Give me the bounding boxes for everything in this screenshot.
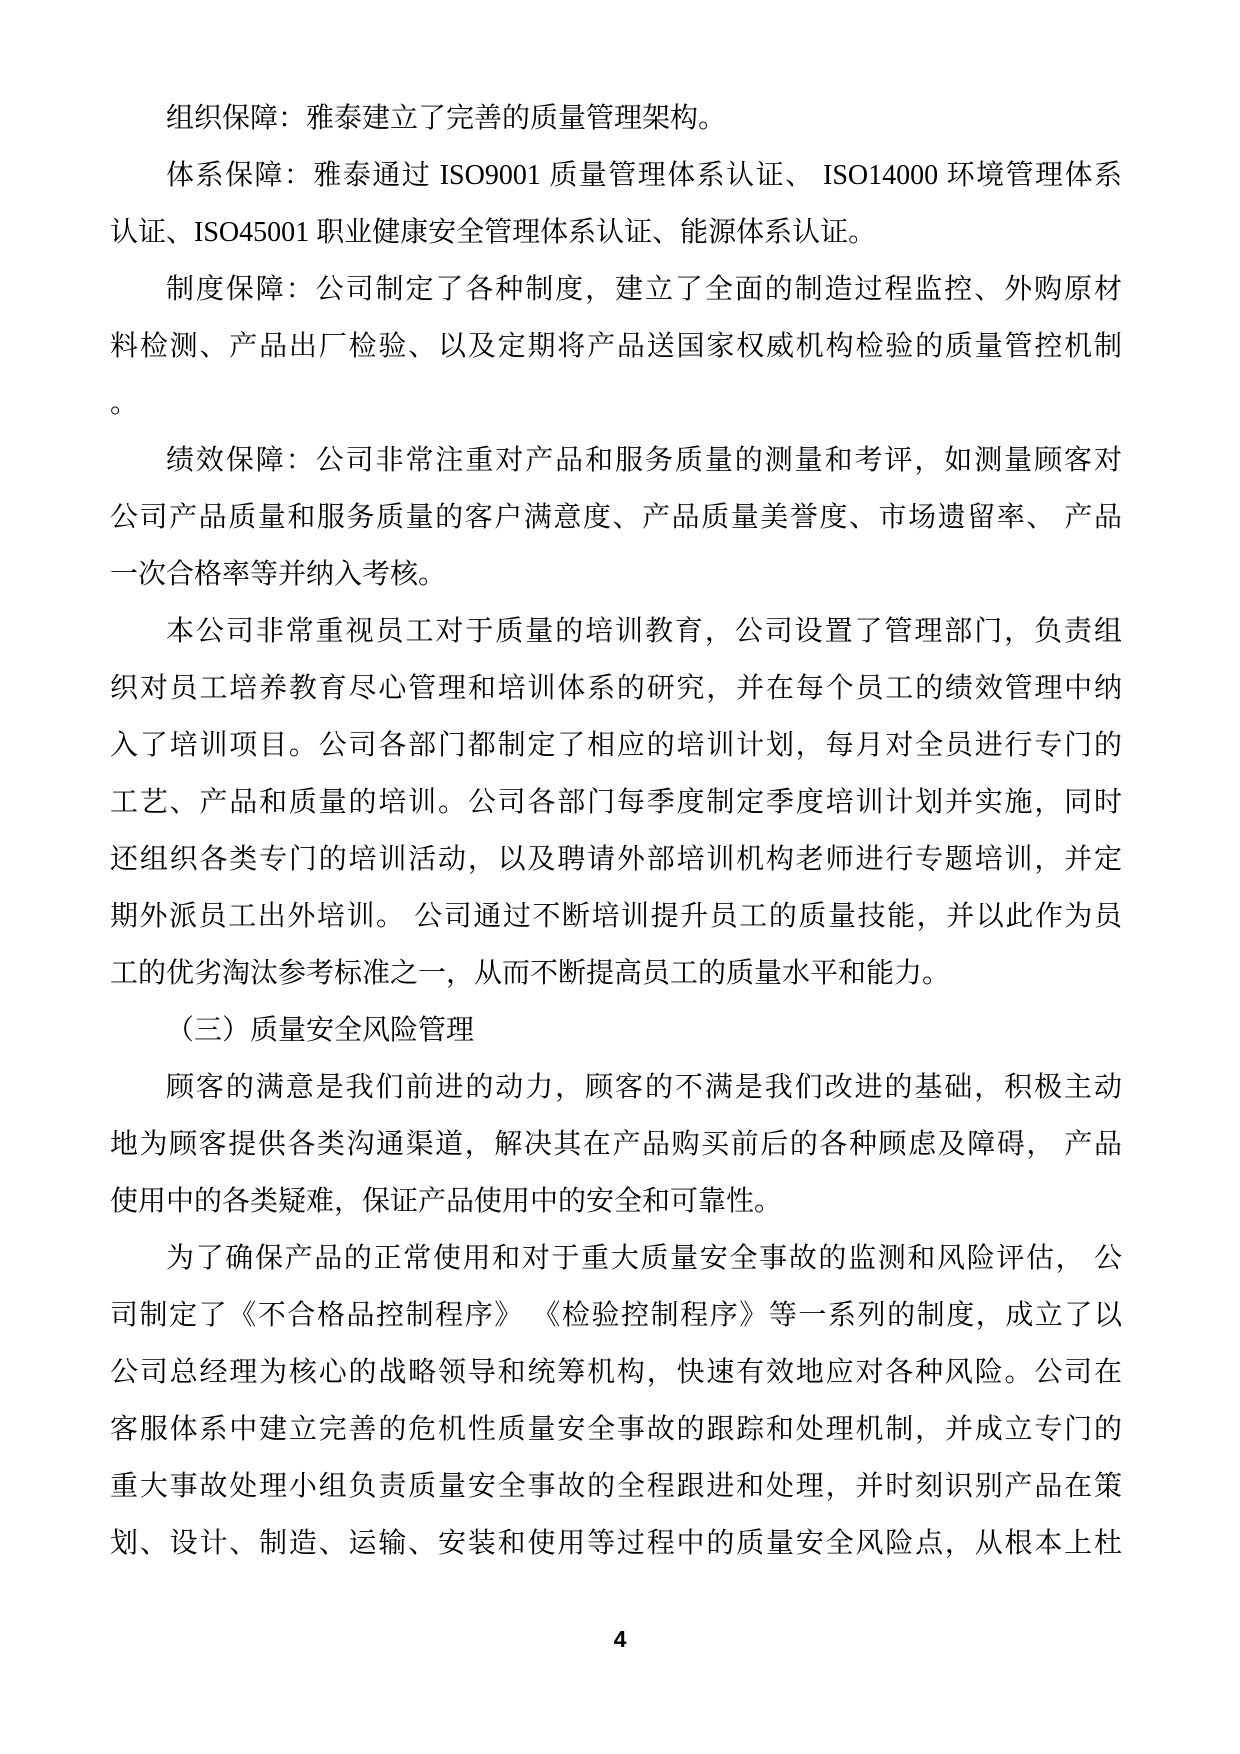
para-performance-guarantee <box>110 432 1122 603</box>
page-number: 4 <box>613 1626 627 1652</box>
text-line: 体系保障：雅泰通过 ISO9001 质量管理体系认证、 ISO14000 环境管理体系 <box>166 160 1122 191</box>
page-footer <box>0 1624 1240 1654</box>
text-line: 入了培训项目。公司各部门都制定了相应的培训计划，每月对全员进行专门的 <box>110 730 1122 761</box>
para-institution-guarantee <box>110 261 1122 432</box>
text-line: 客服体系中建立完善的危机性质量安全事故的跟踪和处理机制，并成立专门的 <box>110 1414 1122 1445</box>
text-line: 划、设计、制造、运输、安装和使用等过程中的质量安全风险点，从根本上杜 <box>110 1528 1122 1559</box>
para-customer-satisfaction <box>110 1059 1122 1230</box>
text-line: 公司总经理为核心的战略领导和统筹机构，快速有效地应对各种风险。公司在 <box>110 1357 1122 1388</box>
text-line: 司制定了《不合格品控制程序》 《检验控制程序》等一系列的制度，成立了以 <box>110 1300 1122 1331</box>
text-line: 工艺、产品和质量的培训。公司各部门每季度制定季度培训计划并实施，同时 <box>110 787 1122 818</box>
text-line: 本公司非常重视员工对于质量的培训教育，公司设置了管理部门，负责组 <box>166 616 1122 647</box>
text-line: 绩效保障：公司非常注重对产品和服务质量的测量和考评，如测量顾客对 <box>166 445 1122 476</box>
text-line: 顾客的满意是我们前进的动力，顾客的不满是我们改进的基础，积极主动 <box>166 1072 1122 1103</box>
text-line: 料检测、产品出厂检验、以及定期将产品送国家权威机构检验的质量管控机制 <box>110 331 1122 362</box>
para-organization-guarantee <box>110 90 1122 147</box>
text-line: 公司产品质量和服务质量的客户满意度、产品质量美誉度、市场遗留率、 产品 <box>110 502 1122 533</box>
text-line: 使用中的各类疑难，保证产品使用中的安全和可靠性。 <box>110 1186 783 1217</box>
text-line: 重大事故处理小组负责质量安全事故的全程跟进和处理，并时刻识别产品在策 <box>110 1471 1122 1502</box>
text-line: 期外派员工出外培训。 公司通过不断培训提升员工的质量技能，并以此作为员 <box>110 901 1122 932</box>
text-line: 。 <box>110 388 139 419</box>
document-body <box>110 90 1122 1572</box>
para-risk-response <box>110 1230 1122 1572</box>
para-system-guarantee <box>110 147 1122 261</box>
text-line: 地为顾客提供各类沟通渠道，解决其在产品购买前后的各种顾虑及障碍， 产品 <box>110 1129 1122 1160</box>
text-line: 为了确保产品的正常使用和对于重大质量安全事故的监测和风险评估， 公 <box>166 1243 1122 1274</box>
text-line: 认证、ISO45001 职业健康安全管理体系认证、能源体系认证。 <box>110 217 877 248</box>
text-line: 制度保障：公司制定了各种制度，建立了全面的制造过程监控、外购原材 <box>166 274 1122 305</box>
para-training <box>110 603 1122 1002</box>
text-line: 织对员工培养教育尽心管理和培训体系的研究，并在每个员工的绩效管理中纳 <box>110 673 1122 704</box>
text-line: 组织保障：雅泰建立了完善的质量管理架构。 <box>166 103 727 134</box>
section-heading: （三）质量安全风险管理 <box>166 1015 475 1046</box>
section-heading-risk-management <box>110 1002 1122 1059</box>
text-line: 还组织各类专门的培训活动，以及聘请外部培训机构老师进行专题培训，并定 <box>110 844 1122 875</box>
text-line: 一次合格率等并纳入考核。 <box>110 559 447 590</box>
text-line: 工的优劣淘汰参考标准之一，从而不断提高员工的质量水平和能力。 <box>110 958 951 989</box>
